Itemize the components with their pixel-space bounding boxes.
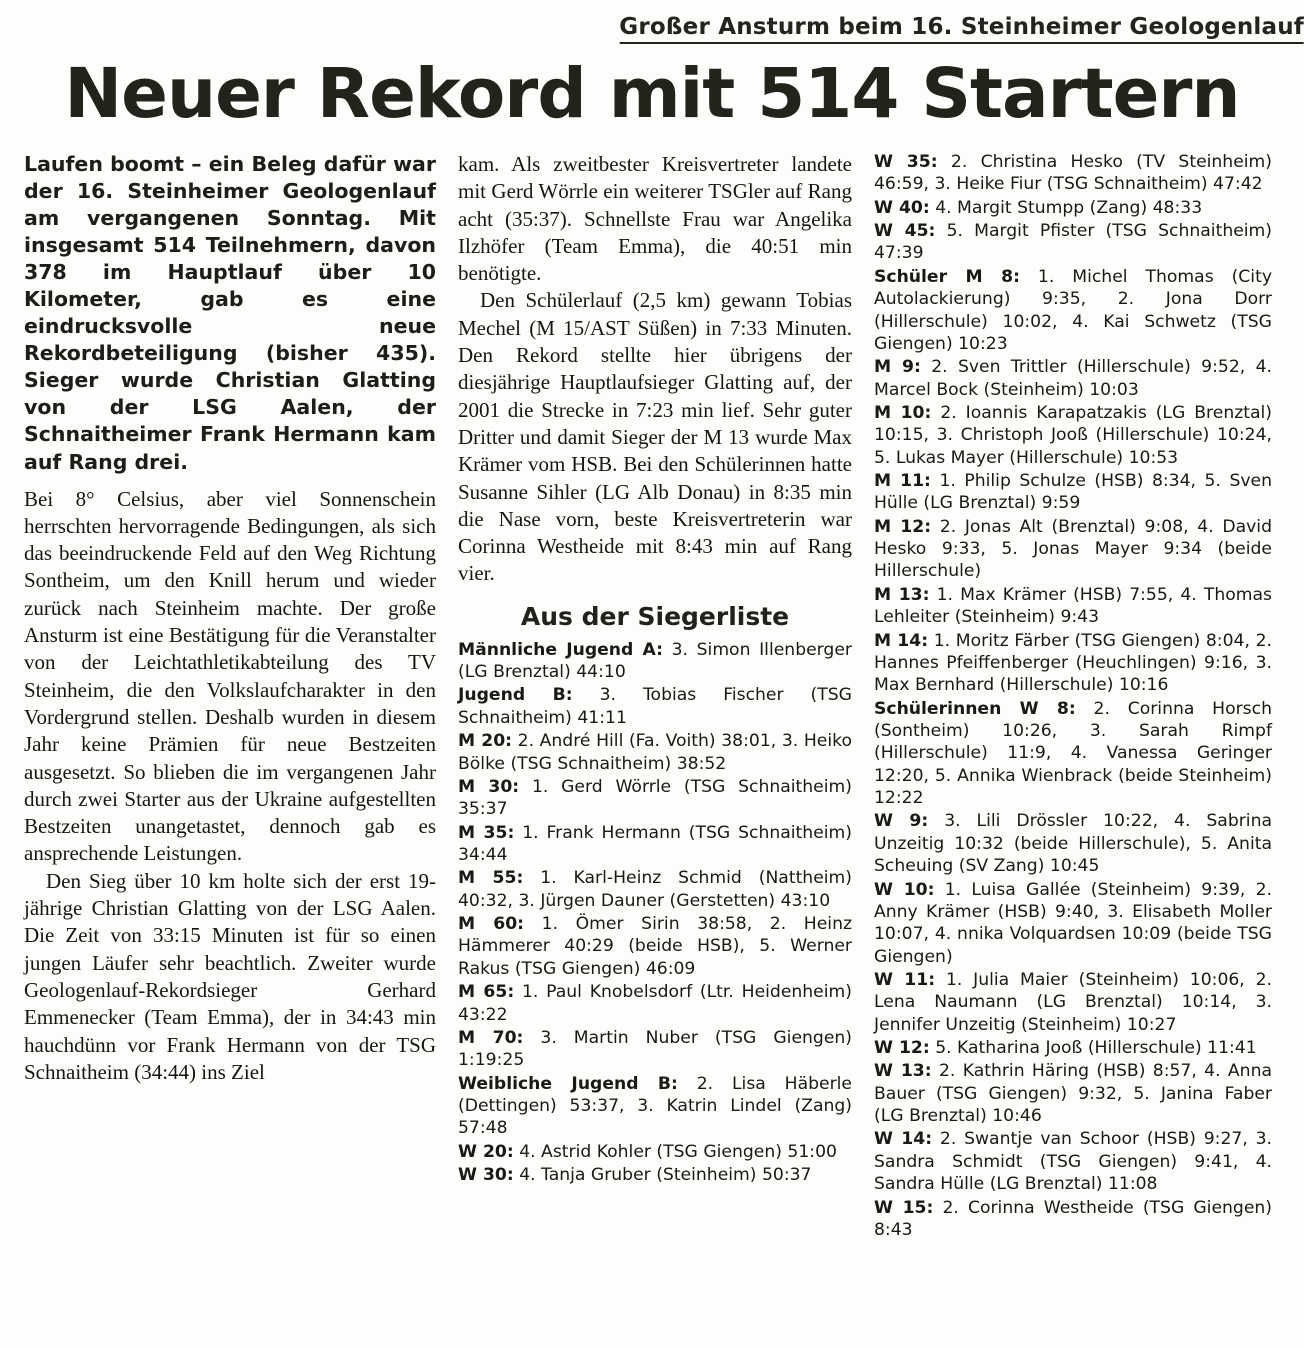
result-detail: 2. Corinna Horsch (Sontheim) 10:26, 3. Sarah Rimpf (Hillerschule) 11:9, 4. Vanessa Geringer 12:20, 5. Annika Wienbrack (beide Steinheim) 12:22 xyxy=(874,698,1272,809)
result-detail: 1. Gerd Wörrle (TSG Schnaitheim) 35:37 xyxy=(458,776,852,820)
result-entry xyxy=(874,197,1272,219)
result-entry xyxy=(874,584,1272,629)
result-detail: 5. Katharina Jooß (Hillerschule) 11:41 xyxy=(929,1038,1257,1059)
result-entry xyxy=(874,151,1272,196)
result-entry xyxy=(458,1141,852,1163)
result-detail: 1. Philip Schulze (HSB) 8:34, 5. Sven Hülle (LG Brenztal) 9:59 xyxy=(874,471,1272,514)
result-entry xyxy=(874,220,1272,265)
result-category: W 12: xyxy=(874,1038,930,1059)
column-2 xyxy=(458,151,852,1187)
section-heading: Aus der Siegerliste xyxy=(520,601,790,631)
result-entry xyxy=(874,630,1272,697)
result-category: M 60: xyxy=(458,914,525,935)
result-category: W 40: xyxy=(874,197,930,218)
result-category: W 9: xyxy=(874,811,929,832)
column-1 xyxy=(24,151,436,1086)
result-category: M 30: xyxy=(458,776,520,797)
result-category: M 70: xyxy=(458,1027,524,1048)
body-text-col1 xyxy=(24,486,436,1087)
article-lead: Laufen boomt – ein Beleg dafür war der 16. Steinheimer Geologenlauf am vergangenen Sonntag. Mit insgesamt 514 Teilnehmern, davon 378 im Hauptlauf über 10 Kilometer, gab es eine eindrucksvolle neue Rekordbeteiligung (bisher 435). Sieger wurde Christian Glatting von der LSG Aalen, der Schnaitheimer Frank Hermann kam auf Rang drei. xyxy=(24,152,436,474)
kicker-container xyxy=(0,0,1304,44)
result-entry xyxy=(874,698,1272,810)
result-entry xyxy=(874,470,1272,515)
result-category: M 9: xyxy=(874,357,921,378)
result-entry xyxy=(874,1197,1272,1242)
result-category: Weibliche Jugend B: xyxy=(458,1073,678,1094)
column-3 xyxy=(874,151,1272,1242)
result-entry xyxy=(874,356,1272,401)
paragraph: Den Schülerlauf (2,5 km) gewann Tobias Mechel (M 15/AST Süßen) in 7:33 Minuten. Den Rekord stellte hier übrigens der diesjährige Hauptlaufsieger Glatting auf, der 2001 die Strecke in 7:23 min lief. Sehr guter Dritter und damit Sieger der M 13 wurde Max Krämer vom HSB. Bei den Schülerinnen hatte Susanne Sihler (LG Alb Donau) in 8:35 min die Nase vorn, beste Kreisvertreterin war Corinna Westheide mit 8:43 min auf Rang vier. xyxy=(458,288,852,586)
result-entry xyxy=(874,1037,1272,1059)
result-category: M 65: xyxy=(458,982,515,1003)
result-detail: 1. Karl-Heinz Schmid (Nattheim) 40:32, 3. Jürgen Dauner (Gerstetten) 43:10 xyxy=(458,868,852,911)
result-category: M 12: xyxy=(874,516,932,537)
result-category: M 20: xyxy=(458,731,513,752)
paragraph: Den Sieg über 10 km holte sich der erst 19-jährige Christian Glatting von der LSG Aalen. Die Zeit von 33:15 Minuten ist für so einen jungen Läufer sehr beachtlich. Zweiter wurde Geologenlauf-Rekordsieger Gerhard Emmenecker (Team Emma), der in 34:43 min hauchdünn vor Frank Hermann von der TSG Schnaitheim (34:44) ins Ziel xyxy=(24,868,436,1084)
result-entry xyxy=(874,879,1272,968)
article-kicker: Großer Ansturm beim 16. Steinheimer Geologenlauf xyxy=(619,0,1304,44)
result-entry xyxy=(874,1060,1272,1127)
result-detail: 2. Swantje van Schoor (HSB) 9:27, 3. Sandra Schmidt (TSG Giengen) 9:41, 4. Sandra Hülle (LG Brenztal) 11:08 xyxy=(874,1129,1272,1195)
article-headline: Neuer Rekord mit 514 Startern xyxy=(64,54,1240,134)
result-detail: 3. Lili Drössler 10:22, 4. Sabrina Unzeitig 10:32 (beide Hillerschule), 5. Anita Scheuing (SV Zang) 10:45 xyxy=(874,811,1273,877)
result-category: W 14: xyxy=(874,1129,933,1150)
result-category: M 10: xyxy=(874,402,932,423)
result-entry xyxy=(874,810,1272,877)
result-detail: 4. Margit Stumpp (Zang) 48:33 xyxy=(929,197,1203,218)
result-detail: 1. Paul Knobelsdorf (Ltr. Heidenheim) 43:22 xyxy=(458,982,852,1025)
result-entry xyxy=(458,822,852,867)
result-entry xyxy=(458,981,852,1026)
result-category: W 11: xyxy=(874,969,936,990)
result-category: W 35: xyxy=(874,152,938,172)
result-detail: 2. Ioannis Karapatzakis (LG Brenztal) 10:15, 3. Christoph Jooß (Hillerschule) 10:24, 5. Lukas Mayer (Hillerschule) 10:53 xyxy=(874,402,1272,468)
body-text-col2 xyxy=(458,151,852,588)
result-detail: 1. Julia Maier (Steinheim) 10:06, 2. Lena Naumann (LG Brenztal) 10:14, 3. Jennifer Unzeitig (Steinheim) 10:27 xyxy=(874,969,1273,1035)
results-list-col3 xyxy=(874,151,1272,1241)
result-entry xyxy=(874,1128,1272,1195)
result-category: M 35: xyxy=(458,822,515,843)
result-detail: 4. Tanja Gruber (Steinheim) 50:37 xyxy=(513,1165,812,1186)
result-entry xyxy=(458,776,852,821)
result-category: W 30: xyxy=(458,1165,514,1186)
result-detail: 2. André Hill (Fa. Voith) 38:01, 3. Heiko Bölke (TSG Schnaitheim) 38:52 xyxy=(458,731,852,774)
result-entry xyxy=(458,1164,852,1186)
result-category: W 10: xyxy=(874,879,935,900)
result-category: M 11: xyxy=(874,471,931,492)
result-category: Männliche Jugend A: xyxy=(458,639,663,660)
result-category: W 45: xyxy=(874,221,936,242)
result-entry xyxy=(874,969,1272,1036)
result-detail: 5. Margit Pfister (TSG Schnaitheim) 47:39 xyxy=(874,221,1273,264)
result-entry xyxy=(458,730,852,775)
result-detail: 2. Corinna Westheide (TSG Giengen) 8:43 xyxy=(874,1197,1273,1240)
result-detail: 1. Luisa Gallée (Steinheim) 9:39, 2. Anny Krämer (HSB) 9:40, 3. Elisabeth Moller 10:07, 4. nnika Volquardsen 10:09 (beide TSG Giengen) xyxy=(874,879,1272,967)
result-detail: 4. Astrid Kohler (TSG Giengen) 51:00 xyxy=(513,1141,837,1162)
result-detail: 3. Martin Nuber (TSG Giengen) 1:19:25 xyxy=(458,1027,852,1071)
result-detail: 2. Jonas Alt (Brenztal) 9:08, 4. David Hesko 9:33, 5. Jonas Mayer 9:34 (beide Hillerschule) xyxy=(874,516,1272,582)
result-entry xyxy=(874,516,1272,583)
result-category: W 15: xyxy=(874,1197,934,1218)
result-entry xyxy=(458,684,852,729)
result-entry xyxy=(458,1027,852,1072)
result-category: M 14: xyxy=(874,630,929,651)
result-detail: 3. Tobias Fischer (TSG Schnaitheim) 41:11 xyxy=(458,685,852,728)
result-entry xyxy=(874,266,1272,355)
result-entry xyxy=(458,1073,852,1140)
article-columns xyxy=(0,137,1304,1242)
result-detail: 1. Max Krämer (HSB) 7:55, 4. Thomas Lehleiter (Steinheim) 9:43 xyxy=(874,584,1272,628)
result-detail: 1. Moritz Färber (TSG Giengen) 8:04, 2. Hannes Pfeiffenberger (Heuchlingen) 9:16, 3. Max Bernhard (Hillerschule) 10:16 xyxy=(874,630,1272,696)
result-category: Jugend B: xyxy=(458,685,573,706)
result-detail: 2. Kathrin Häring (HSB) 8:57, 4. Anna Bauer (TSG Giengen) 9:32, 5. Janina Faber (LG Brenztal) 10:46 xyxy=(874,1061,1273,1127)
result-entry xyxy=(458,913,852,980)
result-detail: 3. Simon Illenberger (LG Brenztal) 44:10 xyxy=(458,639,852,683)
result-entry xyxy=(874,402,1272,469)
result-detail: 2. Sven Trittler (Hillerschule) 9:52, 4. Marcel Bock (Steinheim) 10:03 xyxy=(874,357,1272,400)
result-detail: 1. Michel Thomas (City Autolackierung) 9:35, 2. Jona Dorr (Hillerschule) 10:02, 4. Kai Schwetz (TSG Giengen) 10:23 xyxy=(874,266,1272,354)
result-category: W 20: xyxy=(458,1141,514,1162)
result-category: Schülerinnen W 8: xyxy=(874,698,1076,719)
result-category: W 13: xyxy=(874,1061,932,1082)
paragraph: Bei 8° Celsius, aber viel Sonnenschein herrschten hervorragende Bedingungen, als sich das beeindruckende Feld auf den Weg Richtung Sontheim, um den Knill herum und wieder zurück nach Steinheim machte. Der große Ansturm ist eine Bestätigung für die Veranstalter von der Leichtathletikabteilung des TV Steinheim, die den Volkslaufcharakter in den Vordergrund stellen. Deshalb wurden in diesem Jahr keine Prämien für neue Bestzeiten ausgesetzt. So blieben die im vergangenen Jahr durch zwei Starter aus der Ukraine aufgestellten Bestzeiten unangetastet, dennoch gab es ansprechende Leistungen. xyxy=(24,486,436,866)
paragraph: kam. Als zweitbester Kreisvertreter landete mit Gerd Wörrle ein weiterer TSGler auf Rang acht (35:37). Schnellste Frau war Angelika Ilzhöfer (Team Emma), die 40:51 min benötigte. xyxy=(458,152,852,286)
result-entry xyxy=(458,639,852,684)
result-category: Schüler M 8: xyxy=(874,266,1020,287)
result-detail: 1. Ömer Sirin 38:58, 2. Heinz Hämmerer 40:29 (beide HSB), 5. Werner Rakus (TSG Giengen) 46:09 xyxy=(458,914,852,979)
result-detail: 2. Christina Hesko (TV Steinheim) 46:59, 3. Heike Fiur (TSG Schnaitheim) 47:42 xyxy=(874,152,1272,195)
results-list-col2 xyxy=(458,639,852,1187)
result-detail: 1. Frank Hermann (TSG Schnaitheim) 34:44 xyxy=(458,822,852,865)
result-entry xyxy=(458,867,852,912)
result-detail: 2. Lisa Häberle (Dettingen) 53:37, 3. Katrin Lindel (Zang) 57:48 xyxy=(458,1073,852,1139)
result-category: M 13: xyxy=(874,584,930,605)
result-category: M 55: xyxy=(458,868,524,889)
